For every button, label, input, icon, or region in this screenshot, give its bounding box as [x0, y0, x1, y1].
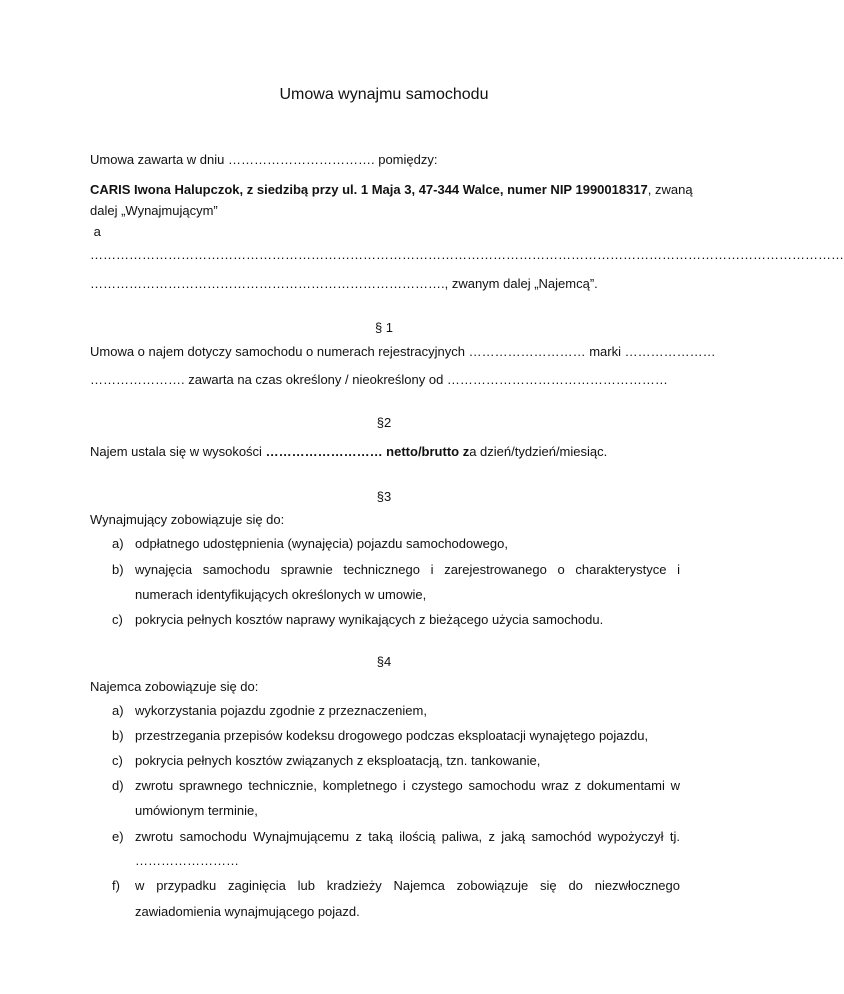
section1-heading: § 1	[374, 320, 394, 335]
section2-bold: ……………………… netto/brutto z	[265, 444, 470, 459]
section1-line1: Umowa o najem dotyczy samochodu o numerach rejestracyjnych ……………………… marki …………………	[90, 344, 716, 359]
intro-date-line: Umowa zawarta w dniu ……………………………. pomiędzy:	[90, 152, 438, 167]
list-item-continuation: numerach identyfikujących określonych w umowie,	[135, 587, 427, 602]
list-item-continuation: ……………………	[135, 853, 239, 868]
section3-intro: Wynajmujący zobowiązuje się do:	[90, 512, 285, 527]
list-marker: a)	[112, 703, 124, 718]
list-marker: f)	[112, 878, 120, 893]
party2-dots: …………………………………………………………………………………………………………………………………………………………	[90, 247, 844, 262]
list-marker: b)	[112, 562, 124, 577]
list-item: zwrotu sprawnego technicznie, kompletnego i czystego samochodu wraz z dokumentami w	[135, 778, 680, 793]
list-item: wynajęcia samochodu sprawnie technicznego i zarejestrowanego o charakterystyce i	[135, 562, 680, 577]
list-marker: c)	[112, 753, 123, 768]
section2-text	[90, 444, 680, 460]
party1-role: dalej „Wynajmującym”	[90, 203, 218, 218]
list-item: zwrotu samochodu Wynajmującemu z taką ilością paliwa, z jaką samochód wypożyczył tj.	[135, 829, 680, 844]
list-item: pokrycia pełnych kosztów naprawy wynikających z bieżącego użycia samochodu.	[135, 612, 604, 627]
party1-line	[90, 182, 693, 198]
section4-heading: §4	[376, 654, 392, 669]
document-title: Umowa wynajmu samochodu	[279, 86, 489, 103]
list-marker: e)	[112, 829, 124, 844]
section1-line2: …………………. zawarta na czas określony / nieokreślony od ……………………………………………	[90, 372, 668, 387]
list-item-continuation: umówionym terminie,	[135, 803, 258, 818]
section4-intro: Najemca zobowiązuje się do:	[90, 679, 259, 694]
party2-line: ………………………………………………………………………., zwanym dalej „Najemcą”.	[90, 276, 598, 291]
party1-tail: , zwaną	[647, 182, 693, 197]
list-item: przestrzegania przepisów kodeksu drogowego podczas eksploatacji wynajętego pojazdu,	[135, 728, 649, 743]
list-marker: b)	[112, 728, 124, 743]
list-item-continuation: zawiadomienia wynajmującego pojazd.	[135, 904, 360, 919]
section2-post: a dzień/tydzień/miesiąc.	[469, 444, 608, 459]
list-marker: c)	[112, 612, 123, 627]
conjunction-a: a	[90, 224, 101, 239]
list-marker: d)	[112, 778, 124, 793]
list-item: pokrycia pełnych kosztów związanych z eksploatacją, tzn. tankowanie,	[135, 753, 541, 768]
list-item: w przypadku zaginięcia lub kradzieży Najemca zobowiązuje się do niezwłocznego	[135, 878, 680, 893]
list-marker: a)	[112, 536, 124, 551]
section2-heading: §2	[376, 415, 392, 430]
list-item: odpłatnego udostępnienia (wynajęcia) pojazdu samochodowego,	[135, 536, 508, 551]
section3-heading: §3	[376, 489, 392, 504]
list-item: wykorzystania pojazdu zgodnie z przeznaczeniem,	[135, 703, 427, 718]
section2-pre: Najem ustala się w wysokości	[90, 444, 266, 459]
party1-name: CARIS Iwona Halupczok, z siedzibą przy ul. 1 Maja 3, 47-344 Walce, numer NIP 1990018317	[90, 182, 648, 197]
